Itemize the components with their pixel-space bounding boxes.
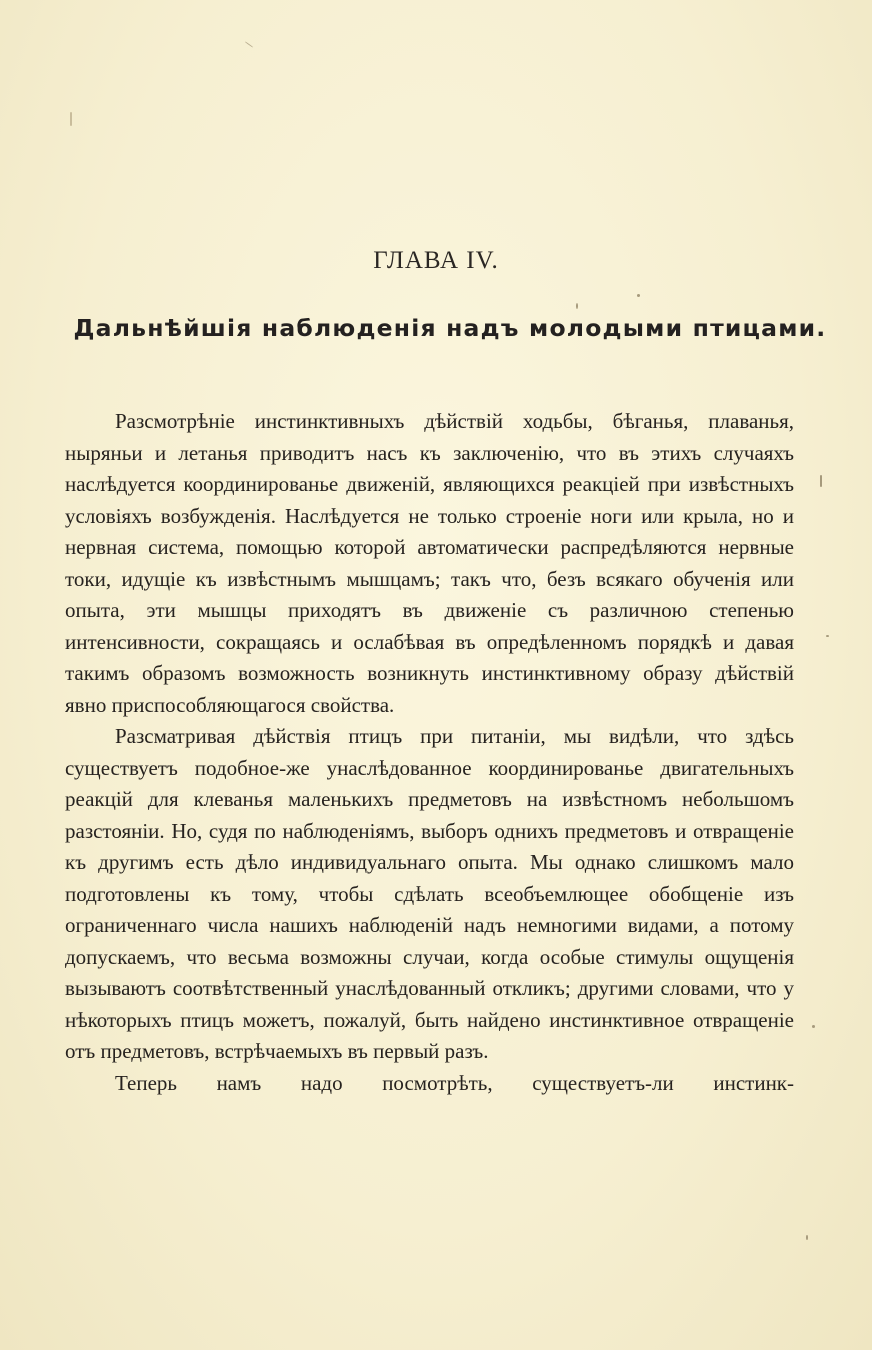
paper-speck bbox=[245, 41, 254, 48]
paper-speck bbox=[806, 1235, 808, 1240]
paper-speck bbox=[820, 475, 822, 487]
paper-speck bbox=[576, 303, 578, 309]
paper-speck bbox=[826, 635, 829, 637]
paper-speck bbox=[812, 1025, 815, 1028]
paragraph: Разсматривая дѣйствія птицъ при питаніи, мы видѣли, что здѣсь существуетъ подобное-же унаслѣдованное координированье двигательныхъ реакцій для клеванья маленькихъ предметовъ на извѣстномъ небольшомъ разстояніи. Но, судя по наблюденіямъ, выборъ однихъ предметовъ и отвращеніе къ другимъ есть дѣло индивидуальнаго опыта. Мы однако слишкомъ мало подготовлены къ тому, чтобы сдѣлать всеобъемлющее обобщеніе изъ ограниченнаго числа нашихъ наблюденій надъ немногими видами, а потому допускаемъ, что весьма возможны случаи, когда особые стимулы ощущенія вызываютъ соотвѣтственный унаслѣдованный откликъ; другими словами, что у нѣкоторыхъ птицъ можетъ, пожалуй, быть найдено инстинктивное отвращеніе отъ предметовъ, встрѣчаемыхъ въ первый разъ. bbox=[65, 724, 794, 1063]
paragraph: Разсмотрѣніе инстинктивныхъ дѣйствій ходьбы, бѣганья, плаванья, ныряньи и летанья приводитъ насъ къ заключенію, что въ этихъ случаяхъ наслѣдуется координированье движеній, являющихся реакціей при извѣстныхъ условіяхъ возбужденія. Наслѣдуется не только строеніе ноги или крыла, но и нервная система, помощью которой автоматически распредѣляются нервные токи, идущіе къ извѣстнымъ мышцамъ; такъ что, безъ всякаго обученія или опыта, эти мышцы приходятъ въ движеніе съ различною степенью интенсивности, сокращаясь и ослабѣвая въ опредѣленномъ порядкѣ и давая такимъ образомъ возможность возникнуть инстинктивному образу дѣйствій явно приспособляющагося свойства. bbox=[65, 409, 794, 717]
body-text bbox=[65, 406, 794, 1099]
paragraph: Теперь намъ надо посмотрѣть, существуетъ-ли инстинк- bbox=[115, 1070, 794, 1095]
paper-speck bbox=[70, 112, 72, 126]
section-heading: Дальнѣйшія наблюденія надъ молодыми птицами. bbox=[73, 314, 827, 342]
chapter-title: ГЛАВА IV. bbox=[373, 247, 499, 274]
paper-speck bbox=[637, 294, 640, 297]
